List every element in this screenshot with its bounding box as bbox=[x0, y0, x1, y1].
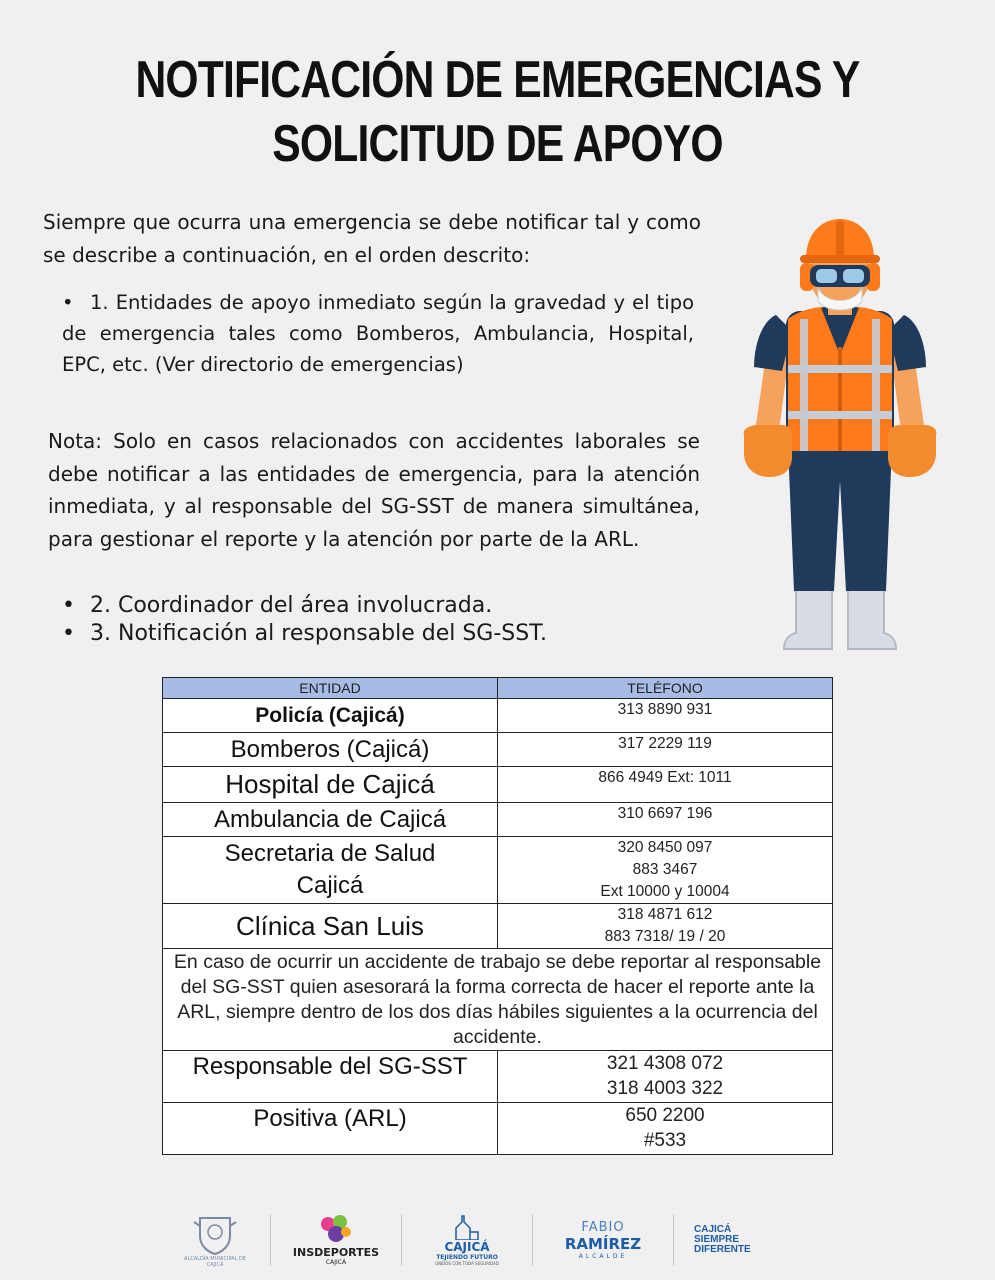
logo-divider bbox=[532, 1214, 533, 1266]
entity-cell: Positiva (ARL) bbox=[163, 1103, 498, 1155]
step-1-text: 1. Entidades de apoyo inmediato según la gravedad y el tipo de emergencia tales como Bomberos, Ambulancia, Hospital, EPC, etc. (Ver directorio de emergencias) bbox=[62, 291, 694, 376]
entity-cell: Policía (Cajicá) bbox=[163, 699, 498, 733]
step-3-text: 3. Notificación al responsable del SG-SST. bbox=[90, 621, 548, 646]
cajica-sub: UNIDOS CON TODA SEGURIDAD bbox=[435, 1261, 499, 1266]
insdeportes-figure-icon bbox=[318, 1214, 354, 1246]
title-line-2: SOLICITUD DE APOYO bbox=[272, 115, 723, 173]
entity-cell bbox=[163, 837, 498, 904]
logo-divider bbox=[270, 1214, 271, 1266]
intro-paragraph: Siempre que ocurra una emergencia se debe notificar tal y como se describe a continuación, en el orden descrito: bbox=[43, 210, 701, 267]
table-row bbox=[163, 733, 833, 767]
footer-logos bbox=[180, 1205, 820, 1275]
phone-cell bbox=[498, 1051, 833, 1103]
phone-cell bbox=[498, 904, 833, 949]
page-title bbox=[90, 48, 906, 176]
phone-line: #533 bbox=[643, 1130, 687, 1151]
phone-line: 313 8890 931 bbox=[617, 701, 713, 718]
insdeportes-logo bbox=[291, 1214, 381, 1266]
step-1-item bbox=[62, 287, 694, 380]
phone-cell bbox=[498, 837, 833, 904]
logo-divider bbox=[673, 1214, 674, 1266]
list-item bbox=[62, 620, 682, 648]
bullet-dot: • bbox=[62, 621, 75, 646]
phone-cell bbox=[498, 699, 833, 733]
table-header-row bbox=[163, 678, 833, 699]
emergency-directory-table bbox=[162, 677, 833, 1155]
bullet-dot: • bbox=[62, 593, 75, 618]
entity-cell: Ambulancia de Cajicá bbox=[163, 803, 498, 837]
entity-cell: Responsable del SG-SST bbox=[163, 1051, 498, 1103]
slogan-line-3: DIFERENTE bbox=[694, 1244, 751, 1255]
phone-line: 321 4308 072 bbox=[606, 1053, 724, 1074]
slogan-line-1: CAJICÁ bbox=[694, 1224, 732, 1235]
safety-worker-illustration bbox=[730, 215, 950, 655]
entity-line: Secretaria de Salud bbox=[224, 840, 436, 867]
table-row bbox=[163, 904, 833, 949]
logo-divider bbox=[401, 1214, 402, 1266]
coat-of-arms-icon bbox=[192, 1212, 238, 1256]
insdeportes-name: INSDEPORTES bbox=[292, 1246, 380, 1259]
title-line-1: NOTIFICACIÓN DE EMERGENCIAS Y bbox=[135, 51, 860, 109]
accident-report-note: En caso de ocurrir un accidente de trabajo se debe reportar al responsable del SG-SST quien asesorará la forma correcta de hacer el reporte ante la ARL, siempre dentro de los dos días hábiles siguientes a la ocurrencia del accidente. bbox=[163, 949, 833, 1051]
table-row bbox=[163, 1103, 833, 1155]
alcaldia-logo bbox=[180, 1212, 250, 1268]
church-icon bbox=[452, 1214, 482, 1240]
cajica-tagline: TEJIENDO FUTURO bbox=[436, 1254, 498, 1261]
table-row bbox=[163, 699, 833, 733]
phone-cell bbox=[498, 803, 833, 837]
phone-line: 310 6697 196 bbox=[617, 805, 713, 822]
table-row bbox=[163, 803, 833, 837]
slogan-line-2: SIEMPRE bbox=[694, 1234, 740, 1245]
entity-cell: Clínica San Luis bbox=[163, 904, 498, 949]
table-note-row bbox=[163, 949, 833, 1051]
phone-cell bbox=[498, 1103, 833, 1155]
phone-line: 883 3467 bbox=[632, 861, 698, 878]
entity-line: Cajicá bbox=[296, 872, 364, 899]
entity-cell: Bomberos (Cajicá) bbox=[163, 733, 498, 767]
table-row bbox=[163, 1051, 833, 1103]
list-item bbox=[62, 592, 682, 620]
phone-cell bbox=[498, 733, 833, 767]
alcalde-role: ALCALDE bbox=[578, 1253, 628, 1260]
phone-line: 318 4871 612 bbox=[617, 906, 713, 923]
note-paragraph: Nota: Solo en casos relacionados con accidentes laborales se debe notificar a las entidades de emergencia, para la atención inmediata, y al responsable del SG-SST de manera simultánea, para gestionar el reporte y la atención por parte de la ARL. bbox=[48, 429, 700, 551]
insdeportes-sub: CAJICÁ bbox=[325, 1259, 347, 1266]
step-2-text: 2. Coordinador del área involucrada. bbox=[90, 593, 493, 618]
alcaldia-text: ALCALDÍA MUNICIPAL DE CAJICÁ bbox=[184, 1256, 246, 1268]
column-header-entidad: ENTIDAD bbox=[163, 678, 498, 699]
phone-line: 318 4003 322 bbox=[606, 1078, 724, 1099]
table-row bbox=[163, 837, 833, 904]
cajica-tejiendo-futuro-logo bbox=[422, 1214, 512, 1266]
phone-cell bbox=[498, 767, 833, 803]
phone-line: 883 7318/ 19 / 20 bbox=[604, 928, 726, 945]
alcalde-last-name: RAMÍREZ bbox=[564, 1235, 642, 1253]
phone-line: 866 4949 Ext: 1011 bbox=[598, 769, 732, 786]
cajica-siempre-diferente-logo bbox=[694, 1225, 794, 1255]
column-header-telefono: TELÉFONO bbox=[498, 678, 833, 699]
alcalde-logo bbox=[553, 1220, 653, 1260]
cajica-name: CAJICÁ bbox=[444, 1240, 490, 1254]
steps-list bbox=[62, 592, 682, 648]
alcalde-first-name: FABIO bbox=[581, 1220, 625, 1235]
entity-cell: Hospital de Cajicá bbox=[163, 767, 498, 803]
bullet-dot: • bbox=[62, 291, 74, 314]
phone-line: 320 8450 097 bbox=[617, 839, 713, 856]
phone-line: 317 2229 119 bbox=[618, 735, 712, 752]
phone-line: 650 2200 bbox=[625, 1105, 705, 1126]
table-row bbox=[163, 767, 833, 803]
phone-line: Ext 10000 y 10004 bbox=[600, 883, 730, 900]
